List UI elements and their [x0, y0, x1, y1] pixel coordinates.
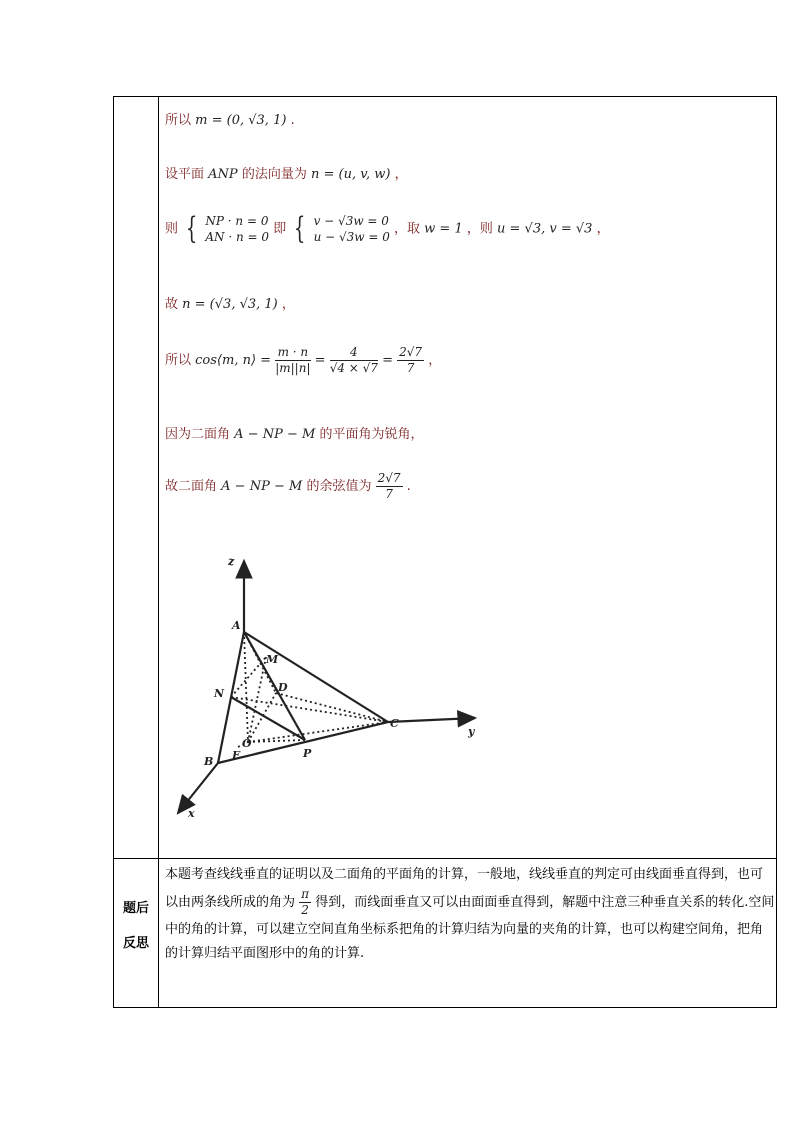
- dihedral-angle: A − NP − M: [221, 479, 303, 494]
- vector-m-expression: m = (0, √3, 1): [195, 113, 287, 128]
- plane-name: ANP: [208, 167, 238, 182]
- text: 故: [165, 297, 179, 312]
- reflection-text-part2: 得到，而线面垂直又可以由面面垂直得到，解题中注意三种垂直关系的转化.空间中的角的计算，可以建立空间直角坐标系把角的计算归结为向量的夹角的计算，也可以构建空间角，把角的计算归结平面图形中的角的计算.: [165, 895, 775, 961]
- point-label-E: E: [232, 749, 241, 762]
- point-label-B: B: [204, 755, 214, 768]
- cos-expression: cos⟨m, n⟩ =: [195, 353, 272, 368]
- text: 的余弦值为: [306, 479, 372, 494]
- equals-sign: =: [382, 353, 393, 368]
- text: .: [406, 479, 411, 494]
- vector-n-expression: n = (u, v, w): [310, 167, 391, 182]
- fraction: $\frac{m \cdot n}{|m||n|}$: [275, 345, 311, 375]
- equals-sign: =: [314, 353, 326, 368]
- axis-label-y: y: [468, 725, 475, 738]
- point-label-D: D: [278, 681, 288, 694]
- left-brace-icon: {: [294, 211, 306, 246]
- solution-line-3: [165, 213, 610, 245]
- edge-NM: [231, 657, 266, 697]
- edge-AP: [244, 632, 305, 740]
- math-expr: w = 1: [424, 221, 463, 237]
- point-label-M: M: [266, 653, 279, 666]
- text: 所以: [165, 353, 192, 368]
- text: ，: [394, 167, 408, 182]
- fraction-pi-over-2: $\frac{\pi}{2}$: [301, 887, 310, 917]
- row-divider: [114, 858, 776, 859]
- point-label-O: O: [242, 737, 252, 750]
- left-brace-icon: {: [185, 211, 198, 246]
- text: 所以: [165, 113, 192, 128]
- equation-system-2: v − √3w = 0 u − √3w = 0: [313, 214, 390, 244]
- text: 的平面角为锐角，: [319, 427, 424, 442]
- x-axis: [178, 763, 218, 813]
- text: 设平面: [165, 167, 205, 182]
- point-label-N: N: [214, 687, 225, 700]
- y-axis: [388, 718, 475, 722]
- text: ，: [428, 353, 442, 368]
- solution-line-2: [165, 163, 408, 182]
- geometry-figure: [168, 547, 498, 827]
- point-label-P: P: [303, 747, 312, 760]
- text: ，: [281, 297, 295, 312]
- text: .: [290, 113, 295, 128]
- solution-line-6: [165, 423, 423, 442]
- text: 因为二面角: [165, 427, 231, 442]
- text: 即: [273, 221, 287, 237]
- content-table: [113, 96, 777, 1008]
- axis-label-z: z: [228, 555, 235, 568]
- reflection-label: 题后 反思: [122, 901, 149, 951]
- vector-n-value: n = (√3, √3, 1): [182, 297, 278, 312]
- solution-line-7: [165, 471, 411, 502]
- fraction: $\frac{4}{√4 \times √7}$: [329, 345, 378, 375]
- reflection-text-part1: 本题考查线线垂直的证明以及二面角的平面角的计算，一般地，线线垂直的判定可由线面垂直得到，也可以由两条线所成的角为: [165, 867, 764, 910]
- text: 则: [165, 221, 179, 237]
- edge-AO: [244, 632, 248, 742]
- text: ，则: [466, 221, 493, 237]
- text: 的法向量为: [241, 167, 307, 182]
- text: ，取: [394, 221, 421, 237]
- fraction: $\frac{2√7}{7}$: [399, 345, 423, 375]
- text: 故二面角: [165, 479, 218, 494]
- equation-system-1: NP · n = 0 AN · n = 0: [205, 214, 270, 244]
- fraction: $\frac{2√7}{7}$: [377, 471, 401, 501]
- column-divider: [158, 97, 159, 1007]
- math-expr: u = √3, v = √3: [497, 221, 593, 237]
- edge-MO: [248, 657, 266, 742]
- point-label-A: A: [232, 619, 241, 632]
- reflection-text: [165, 863, 775, 966]
- text: ，: [596, 221, 610, 237]
- axis-label-x: x: [188, 807, 195, 820]
- edge-AC: [244, 632, 388, 722]
- solution-line-1: [165, 109, 295, 128]
- dihedral-angle: A − NP − M: [234, 427, 316, 442]
- solution-line-5: [165, 345, 441, 376]
- edge-OP: [248, 740, 305, 742]
- point-label-C: C: [390, 717, 399, 730]
- solution-line-4: [165, 293, 295, 312]
